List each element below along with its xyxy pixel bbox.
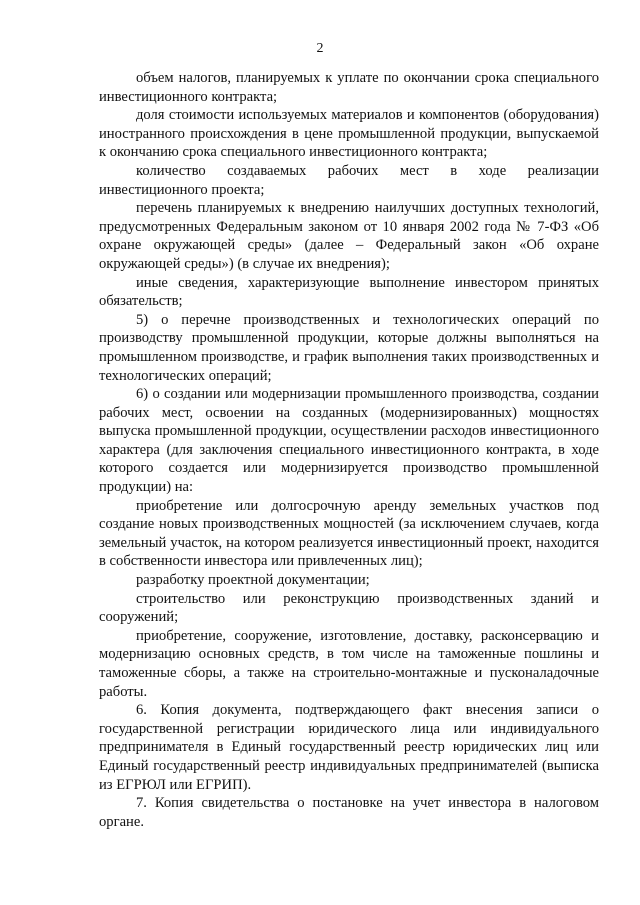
paragraph-other-info: иные сведения, характеризующие выполнение инвестором принятых обязательств;: [99, 274, 599, 310]
paragraph-tax-registration-copy: 7. Копия свидетельства о постановке на учет инвестора в налоговом органе.: [99, 795, 599, 830]
paragraph-taxes-volume: объем налогов, планируемых к уплате по окончании срока специального инвестиционного контракта;: [99, 70, 599, 105]
paragraph-registry-copy: 6. Копия документа, подтверждающего факт внесения записи о государственной регистрации юридического лица или индивидуального предпринимателя в Единый государственный реестр юридических лиц или Единый государственный реестр индивидуальных предпринимателей (выписка из ЕГРЮЛ или ЕГРИП).: [99, 702, 599, 793]
paragraph-item-5: 5) о перечне производственных и технологических операций по производству промышленной продукции, которые должны выполняться на промышленном производстве, и график выполнения таких производственных и технологических операций;: [99, 311, 599, 384]
paragraph-project-documentation: разработку проектной документации;: [136, 572, 370, 589]
paragraph-land-acquisition: приобретение или долгосрочную аренду земельных участков под создание новых производственных мощностей (за исключением случаев, когда земельный участок, на котором реализуется инвестиционный проект, находится в собственности инвестора или привлеченных лиц);: [99, 497, 599, 570]
paragraph-fixed-assets: приобретение, сооружение, изготовление, доставку, расконсервацию и модернизацию основных средств, в том числе на таможенные пошлины и таможенные сборы, а также на строительно-монтажные и пусконаладочные работы.: [99, 627, 599, 700]
paragraph-construction: строительство или реконструкцию производственных зданий и сооружений;: [99, 590, 599, 626]
document-body: [99, 69, 599, 831]
paragraph-jobs-count: количество создаваемых рабочих мест в ходе реализации инвестиционного проекта;: [99, 162, 599, 198]
paragraph-item-6-modernization: 6) о создании или модернизации промышленного производства, создании рабочих мест, освоении на созданных (модернизированных) мощностях выпуска промышленной продукции, осуществлении расходов инвестиционного характера (для заключения специального инвестиционного контракта, в ходе которого создается или модернизируется производство промышленной продукции) на:: [99, 386, 599, 496]
page-number: 2: [316, 41, 324, 56]
paragraph-best-technologies: перечень планируемых к внедрению наилучших доступных технологий, предусмотренных Федеральным законом от 10 января 2002 года № 7-ФЗ «Об охране окружающей среды» (далее – Федеральный закон «Об охране окружающей среды») (в случае их внедрения);: [99, 200, 599, 272]
paragraph-foreign-materials-share: доля стоимости используемых материалов и компонентов (оборудования) иностранного происхождения в цене промышленной продукции, выпускаемой к окончанию срока специального инвестиционного контракта;: [99, 107, 599, 161]
